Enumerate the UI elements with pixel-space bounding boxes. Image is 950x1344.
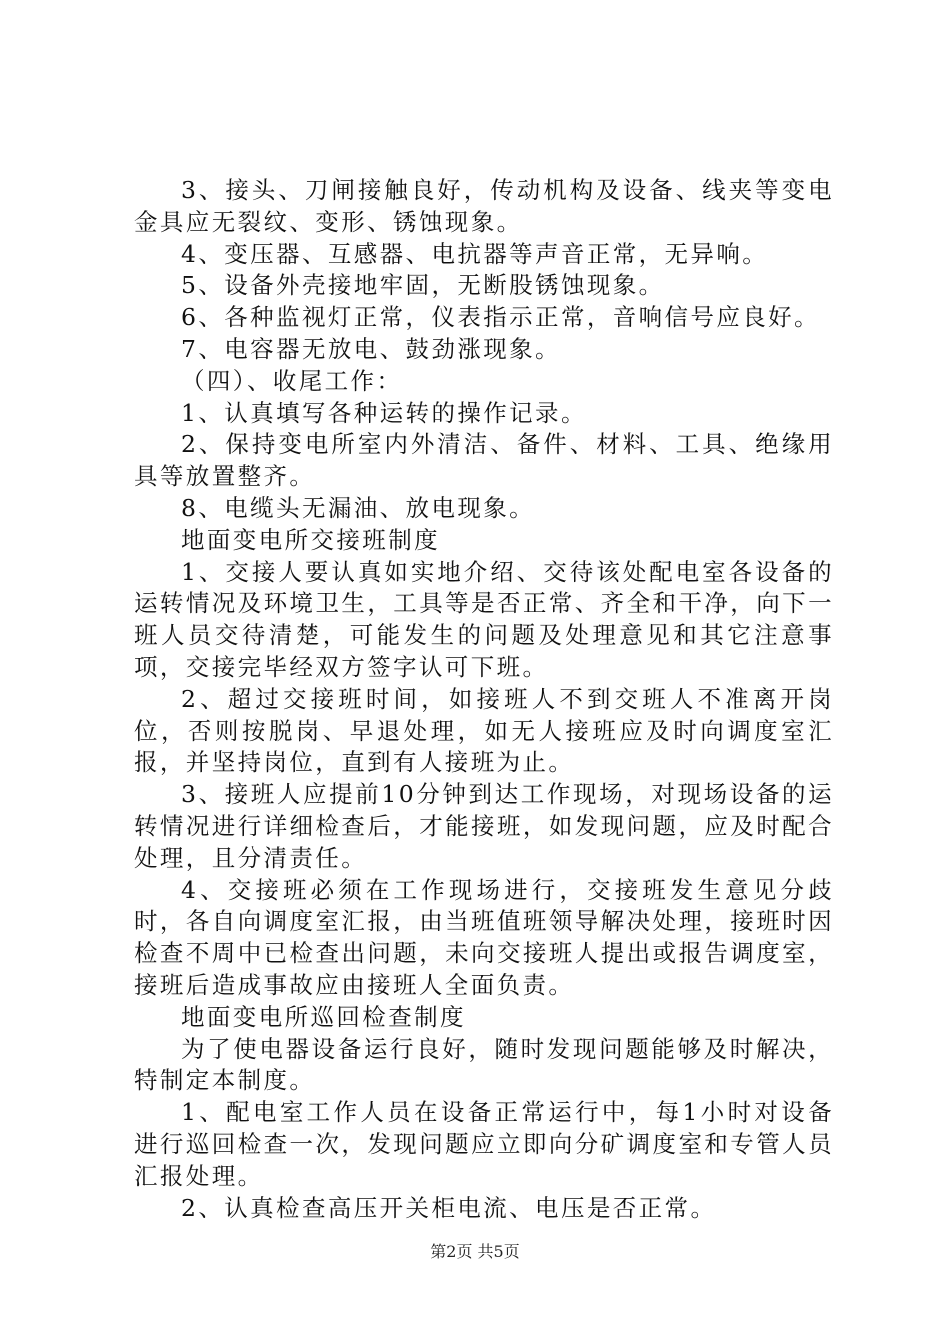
page-number-footer: 第2页 共5页 xyxy=(430,1242,520,1261)
section-heading-wrapup: （四）、收尾工作： xyxy=(181,366,403,395)
paragraph-handover-item-4: 4、交接班必须在工作现场进行，交接班发生意见分歧时，各自向调度室汇报，由当班值班领导解决处理，接班时因检查不周中已检查出问题，未向交接班人提出或报告调度室，接班后造成事故应由接班人全面负责。 xyxy=(134,875,834,999)
paragraph-inspection-item-6: 6、各种监视灯正常，仪表指示正常，音响信号应良好。 xyxy=(181,303,820,332)
paragraph-inspection-item-8: 8、电缆头无漏油、放电现象。 xyxy=(181,493,536,522)
paragraph-patrol-intro: 为了使电器设备运行良好，随时发现问题能够及时解决，特制定本制度。 xyxy=(134,1034,834,1095)
paragraph-wrapup-item-2: 2、保持变电所室内外清洁、备件、材料、工具、绝缘用具等放置整齐。 xyxy=(134,430,834,491)
paragraph-handover-item-1: 1、交接人要认真如实地介绍、交待该处配电室各设备的运转情况及环境卫生，工具等是否正常、齐全和干净，向下一班人员交待清楚，可能发生的问题及处理意见和其它注意事项，交接完毕经双方签字认可下班。 xyxy=(134,557,834,681)
section-heading-patrol-inspection: 地面变电所巡回检查制度 xyxy=(181,1002,466,1031)
document-body xyxy=(134,175,834,1224)
paragraph-handover-item-3: 3、接班人应提前10分钟到达工作现场，对现场设备的运转情况进行详细检查后，才能接班，如发现问题，应及时配合处理，且分清责任。 xyxy=(134,780,834,872)
paragraph-patrol-item-2: 2、认真检查高压开关柜电流、电压是否正常。 xyxy=(181,1193,717,1222)
paragraph-inspection-item-3: 3、接头、刀闸接触良好，传动机构及设备、线夹等变电金具应无裂纹、变形、锈蚀现象。 xyxy=(134,176,834,236)
paragraph-inspection-item-5: 5、设备外壳接地牢固，无断股锈蚀现象。 xyxy=(181,271,665,300)
paragraph-inspection-item-4: 4、变压器、互感器、电抗器等声音正常，无异响。 xyxy=(181,239,769,268)
paragraph-patrol-item-1: 1、配电室工作人员在设备正常运行中，每1小时对设备进行巡回检查一次，发现问题应立即向分矿调度室和专管人员汇报处理。 xyxy=(134,1098,834,1190)
paragraph-wrapup-item-1: 1、认真填写各种运转的操作记录。 xyxy=(181,398,587,427)
paragraph-handover-item-2: 2、超过交接班时间，如接班人不到交班人不准离开岗位，否则按脱岗、早退处理，如无人接班应及时向调度室汇报，并坚持岗位，直到有人接班为止。 xyxy=(134,684,834,777)
paragraph-inspection-item-7: 7、电容器无放电、鼓劲涨现象。 xyxy=(181,334,561,363)
section-heading-shift-handover: 地面变电所交接班制度 xyxy=(181,525,440,554)
